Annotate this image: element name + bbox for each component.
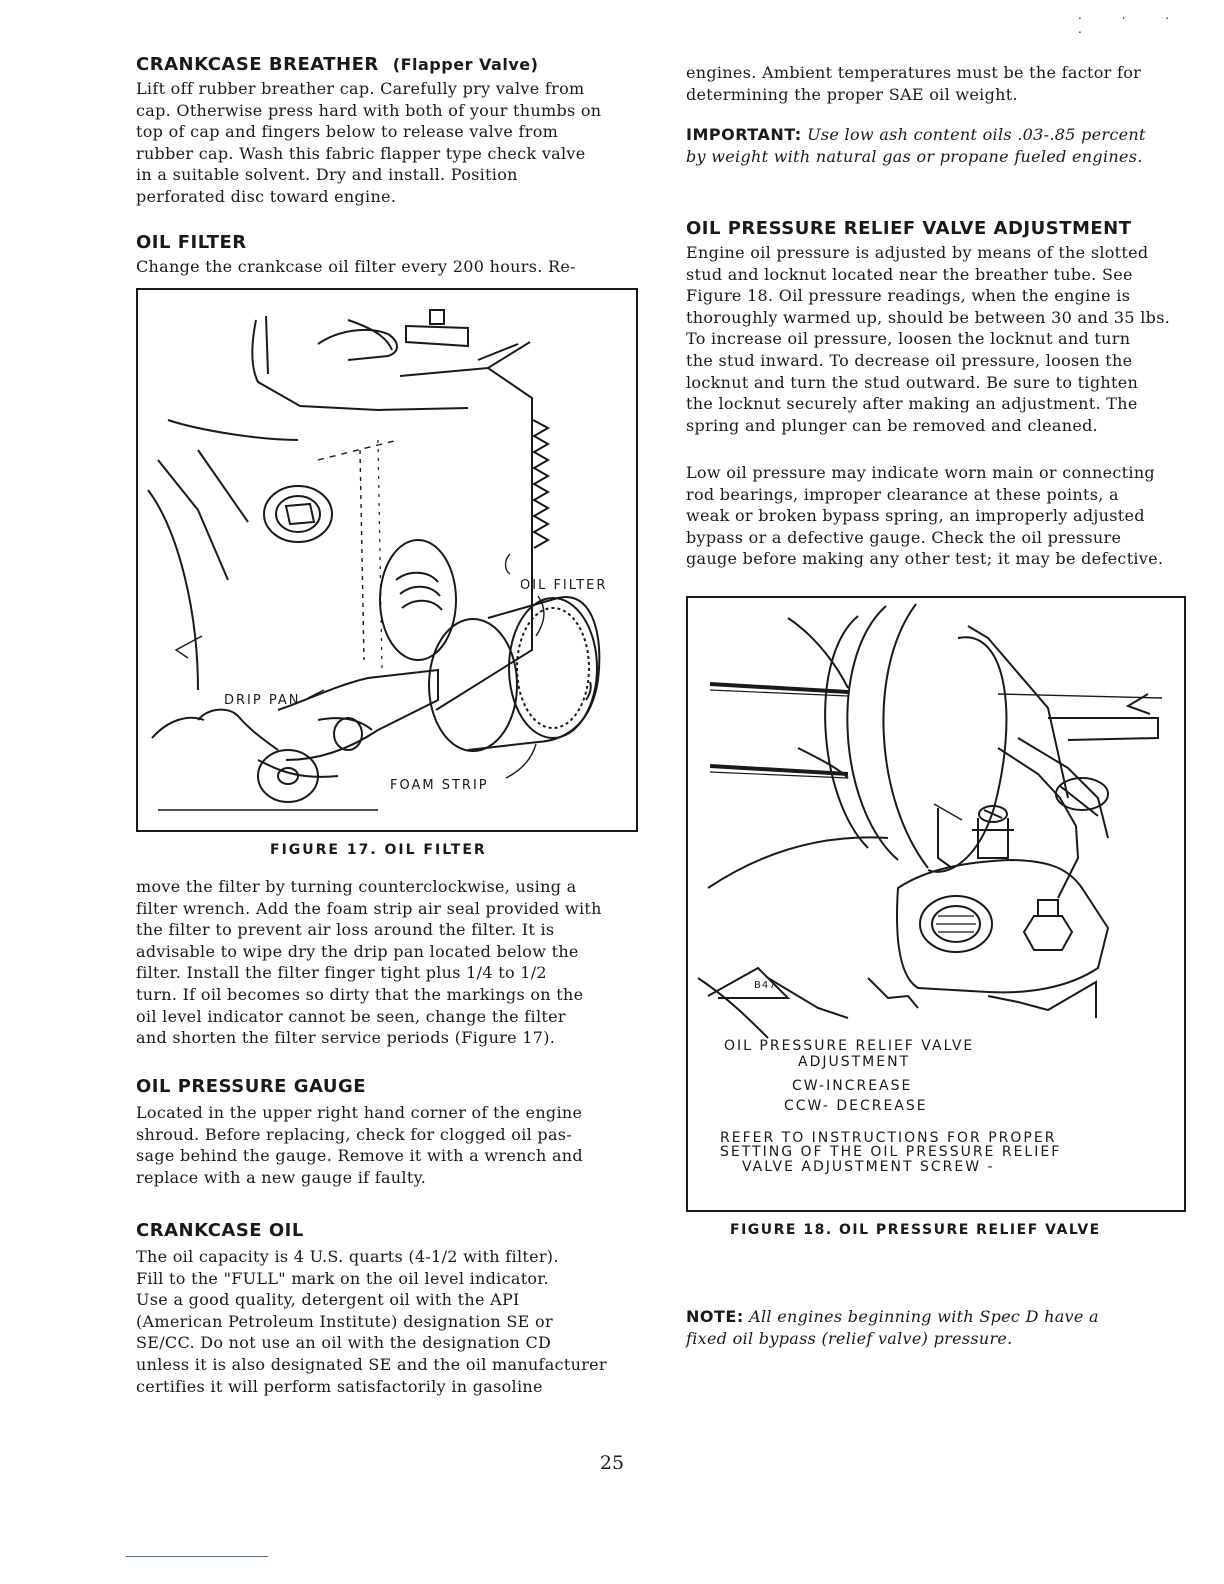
crankcase-oil-heading: CRANKCASE OIL [136, 1220, 304, 1241]
fig18-refer-line1: REFER TO INSTRUCTIONS FOR PROPER [720, 1130, 1057, 1146]
corner-marks: . . . . [1078, 8, 1188, 36]
low-pressure-paragraph: Low oil pressure may indicate worn main or connecting rod bearings, improper clearance at these points, a weak or broken bypass spring, an improperly adjusted bypass or a defective gauge. Check the oil pressure gauge before making any other test; it may be defective. [686, 463, 1164, 569]
figure-17-box [136, 288, 638, 832]
gauge-paragraph: Located in the upper right hand corner of the engine shroud. Before replacing, check for clogged oil pas- sage behind the gauge. Remove it with a wrench and replace with a new gauge if faulty. [136, 1103, 583, 1187]
fig18-title-line2: ADJUSTMENT [798, 1054, 911, 1070]
fig18-ccw-decrease: CCW- DECREASE [784, 1098, 928, 1114]
figure-18-box [686, 596, 1186, 1212]
relief-valve-heading: OIL PRESSURE RELIEF VALVE ADJUSTMENT [686, 218, 1132, 239]
part-number-label: B47 [754, 980, 777, 991]
oil-filter-intro: Change the crankcase oil filter every 200 hours. Re- [136, 257, 576, 276]
important-note: IMPORTANT: Use low ash content oils .03-.85 percent by weight with natural gas or propane fueled engines. [686, 125, 1146, 166]
oil-filter-illustration [138, 290, 636, 830]
oil-filter-heading: OIL FILTER [136, 232, 247, 253]
spec-d-note: NOTE: All engines beginning with Spec D have a fixed oil bypass (relief valve) pressure. [686, 1307, 1099, 1348]
bottom-rule [126, 1556, 268, 1557]
label-foam-strip: FOAM STRIP [390, 778, 489, 793]
label-drip-pan: DRIP PAN [224, 693, 301, 708]
relief-valve-illustration [688, 598, 1184, 1210]
breather-paragraph: Lift off rubber breather cap. Carefully pry valve from cap. Otherwise press hard with both of your thumbs on top of cap and fingers below to release valve from rubber cap. Wash this fabric flapper type check valve in a suitable solvent. Dry and install. Position perforated disc toward engine. [136, 79, 602, 206]
gauge-heading: OIL PRESSURE GAUGE [136, 1076, 367, 1097]
figure-17-caption: FIGURE 17. OIL FILTER [270, 842, 487, 858]
fig18-title-line1: OIL PRESSURE RELIEF VALVE [724, 1038, 975, 1054]
fig18-refer-line3: VALVE ADJUSTMENT SCREW - [742, 1159, 995, 1175]
breather-heading: CRANKCASE BREATHER (Flapper Valve) [136, 54, 539, 75]
engines-continuation: engines. Ambient temperatures must be the factor for determining the proper SAE oil weight. [686, 63, 1142, 104]
page-number: 25 [599, 1452, 625, 1474]
fig18-refer-line2: SETTING OF THE OIL PRESSURE RELIEF [720, 1144, 1062, 1160]
crankcase-oil-paragraph: The oil capacity is 4 U.S. quarts (4-1/2 with filter). Fill to the "FULL" mark on the oil level indicator. Use a good quality, detergent oil with the API (American Petroleum Institute) designation SE or SE/CC. Do not use an oil with the designation CD unless it is also designated SE and the oil manufacturer certifies it will perform satisfactorily in gasoline [136, 1247, 607, 1396]
relief-valve-paragraph: Engine oil pressure is adjusted by means of the slotted stud and locknut located near the breather tube. See Figure 18. Oil pressure readings, when the engine is thoroughly warmed up, should be between 30 and 35 lbs. To increase oil pressure, loosen the locknut and turn the stud inward. To decrease oil pressure, loosen the locknut and turn the stud outward. Be sure to tighten the locknut securely after making an adjustment. The spring and plunger can be removed and cleaned. [686, 243, 1171, 435]
figure-18-caption: FIGURE 18. OIL PRESSURE RELIEF VALVE [730, 1222, 1101, 1238]
oil-filter-continuation: move the filter by turning counterclockwise, using a filter wrench. Add the foam strip air seal provided with the filter to prevent air loss around the filter. It is advisable to wipe dry the drip pan located below the filter. Install the filter finger tight plus 1/4 to 1/2 turn. If oil becomes so dirty that the markings on the oil level indicator cannot be seen, change the filter and shorten the filter service periods (Figure 17). [136, 877, 602, 1048]
fig18-cw-increase: CW-INCREASE [792, 1078, 913, 1094]
label-oil-filter: OIL FILTER [520, 578, 608, 593]
